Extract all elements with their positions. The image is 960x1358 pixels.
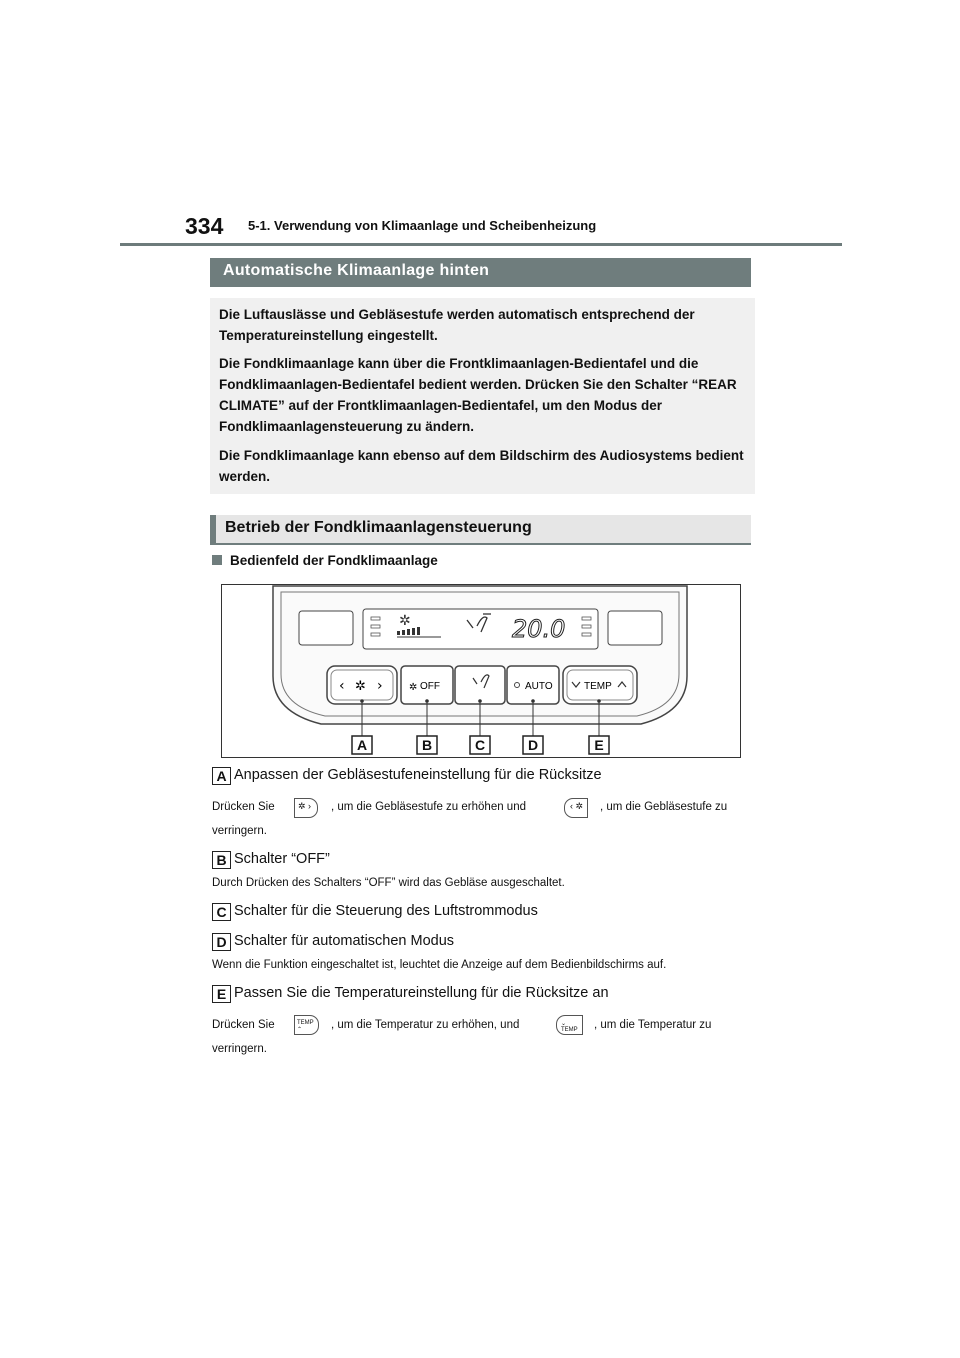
running-title: 5-1. Verwendung von Klimaanlage und Scheibenheizung (248, 218, 597, 233)
note-e-end: verringern. (212, 1043, 267, 1055)
item-label-d: D (212, 933, 231, 951)
section-heading-automatic-rear-ac (210, 258, 751, 287)
off-label: OFF (420, 681, 440, 692)
note-a-post: , um die Gebläsestufe zu (600, 801, 728, 813)
item-title-e: Passen Sie die Temperatureinstellung für die Rücksitze an (234, 985, 609, 1001)
section-heading-rear-control-operation (210, 515, 751, 543)
intro-paragraph-3: Die Fondklimaanlage kann ebenso auf dem Bildschirm des Audiosystems bedient werden. (219, 448, 744, 484)
callout-a: A (356, 737, 368, 753)
temp-label: TEMP (584, 681, 612, 692)
page-number: 334 (185, 213, 224, 239)
temp-icon-text: TEMP (561, 1027, 578, 1033)
temp-icon-text: TEMP (297, 1020, 314, 1026)
item-label-b: B (212, 851, 231, 869)
fan-icon: ✲ (355, 679, 366, 694)
auto-label: AUTO (525, 681, 553, 692)
item-title-c: Schalter für die Steuerung des Luftstrommodus (234, 903, 538, 919)
subheading (212, 553, 438, 568)
rear-climate-panel-figure (221, 584, 741, 758)
callout-c: C (474, 737, 486, 753)
fan-small-icon: ✲ (409, 682, 418, 693)
item-label-e: E (212, 985, 231, 1003)
note-a-end: verringern. (212, 825, 267, 837)
item-title-d: Schalter für automatischen Modus (234, 933, 455, 949)
callout-b: B (421, 737, 433, 753)
item-label-a: A (212, 767, 231, 785)
chevron-right-icon: › (377, 678, 383, 694)
note-a-mid: , um die Gebläsestufe zu erhöhen und (331, 801, 526, 813)
note-a-pre: Drücken Sie (212, 801, 275, 813)
intro-paragraph-1: Die Luftauslässe und Gebläsestufe werden automatisch entsprechend der Temperatureinstellung eingestellt. (219, 307, 695, 343)
subheading-text: Bedienfeld der Fondklimaanlage (230, 553, 438, 568)
temp-decrease-button-icon: ⌄ TEMP (556, 1015, 583, 1035)
intro-paragraph-2: Die Fondklimaanlage kann über die Frontklimaanlagen-Bedientafel und die Fondklimaanlagen-Bedientafel bedient werden. Drücken Sie den Schalter “REAR CLIMATE” auf der Frontklimaanlagen-Bedientafel, um den Modus der Fondklimaanlagensteuerung zu ändern. (219, 356, 737, 434)
section-heading-text: Automatische Klimaanlage hinten (223, 262, 490, 279)
item-title-a: Anpassen der Gebläsestufeneinstellung für die Rücksitze (234, 767, 602, 783)
item-title-b: Schalter “OFF” (234, 851, 330, 867)
note-b: Durch Drücken des Schalters “OFF” wird das Gebläse ausgeschaltet. (212, 877, 565, 889)
fan-increase-button-icon: ✲ › (294, 798, 318, 818)
fan-decrease-button-icon: ‹ ✲ (564, 798, 588, 818)
intro-box (210, 298, 755, 494)
header-rule (120, 243, 842, 246)
note-e-post: , um die Temperatur zu (594, 1019, 712, 1031)
temp-increase-button-icon: TEMP ⌃ (294, 1015, 319, 1035)
chevron-left-icon: ‹ (339, 678, 345, 694)
note-e-mid: , um die Temperatur zu erhöhen, und (331, 1019, 520, 1031)
display-temperature: 20.0 (512, 615, 566, 643)
item-label-c: C (212, 903, 231, 921)
callout-d: D (527, 737, 539, 753)
note-d: Wenn die Funktion eingeschaltet ist, leuchtet die Anzeige auf dem Bedienbildschirms auf. (212, 959, 667, 971)
note-e-pre: Drücken Sie (212, 1019, 275, 1031)
callout-e: E (594, 737, 604, 753)
airflow-mode-button (455, 666, 505, 704)
display-fan-icon: ✲ (399, 613, 411, 629)
section-underline (210, 543, 751, 545)
square-bullet-icon (212, 555, 222, 565)
section-heading-text: Betrieb der Fondklimaanlagensteuerung (225, 519, 532, 536)
